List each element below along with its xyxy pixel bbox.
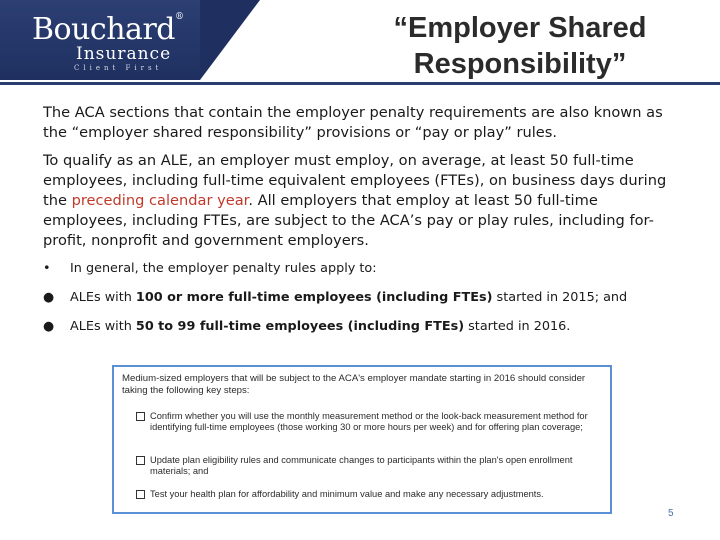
header-diagonal bbox=[200, 0, 260, 80]
slide-title bbox=[330, 10, 710, 82]
bullet-list bbox=[43, 261, 683, 335]
ale-text-before: To qualify as an ALE, an employer must employ, on average, at least 50 full-time employees, including full-time equivalent employees (FTEs), on business days during the bbox=[43, 152, 667, 209]
intro-paragraph: The ACA sections that contain the employer penalty requirements are also known as the “employer shared responsibility” provisions or “pay or play” rules. bbox=[43, 104, 663, 141]
key-steps-box bbox=[112, 365, 612, 514]
header-divider bbox=[0, 82, 720, 85]
checklist-item bbox=[136, 455, 596, 477]
logo-wordmark: Bouchard bbox=[32, 12, 175, 47]
checkbox-icon bbox=[136, 412, 145, 421]
bullet-text-pre: ALEs with bbox=[70, 319, 136, 334]
bullet-text-post: started in 2016. bbox=[464, 319, 571, 334]
bullet-text-pre: ALEs with bbox=[70, 290, 136, 305]
page-number: 5 bbox=[668, 508, 674, 519]
bullet-text: In general, the employer penalty rules apply to: bbox=[70, 261, 377, 276]
logo-registered-mark: ® bbox=[174, 12, 184, 22]
checklist-text: Confirm whether you will use the monthly measurement method or the look-back measurement method for identifying full-time employees (those working 30 or more hours per week) and for offering plan coverage; bbox=[150, 411, 588, 432]
list-item bbox=[43, 319, 683, 335]
bullet-text-bold: 50 to 99 full-time employees (including FTEs) bbox=[135, 319, 465, 334]
bullet-icon: ● bbox=[43, 319, 55, 334]
checkbox-icon bbox=[136, 490, 145, 499]
checklist-item bbox=[136, 489, 596, 500]
slide-title-line1: “Employer Shared bbox=[393, 12, 647, 44]
slide-header bbox=[0, 0, 720, 84]
checklist-text: Test your health plan for affordability and minimum value and make any necessary adjustments. bbox=[150, 489, 544, 499]
key-steps-intro: Medium-sized employers that will be subject to the ACA's employer mandate starting in 2016 should consider taking the following key steps: bbox=[122, 373, 586, 396]
list-item bbox=[43, 261, 683, 277]
slide-body bbox=[43, 103, 683, 348]
checklist-item bbox=[136, 411, 596, 433]
logo-subtitle: Insurance bbox=[76, 44, 172, 64]
bullet-text-bold: 100 or more full-time employees (including FTEs) bbox=[135, 290, 493, 305]
logo-tagline: Client First bbox=[74, 64, 163, 72]
ale-text-after: . All employers that employ at least 50 full-time employees, including FTEs, are subject to the ACA’s pay or play rules, including for-profit, nonprofit and government employers. bbox=[43, 192, 654, 249]
ale-highlight: preceding calendar year bbox=[71, 192, 249, 209]
slide-title-line2: Responsibility” bbox=[413, 48, 627, 80]
bullet-icon: ● bbox=[43, 290, 55, 305]
bullet-icon: • bbox=[43, 261, 51, 276]
checkbox-icon bbox=[136, 456, 145, 465]
ale-paragraph bbox=[43, 151, 683, 251]
company-logo bbox=[0, 0, 200, 80]
list-item bbox=[43, 290, 683, 306]
bullet-text-post: started in 2015; and bbox=[492, 290, 628, 305]
checklist-text: Update plan eligibility rules and communicate changes to participants within the plan's open enrollment materials; and bbox=[150, 455, 573, 476]
